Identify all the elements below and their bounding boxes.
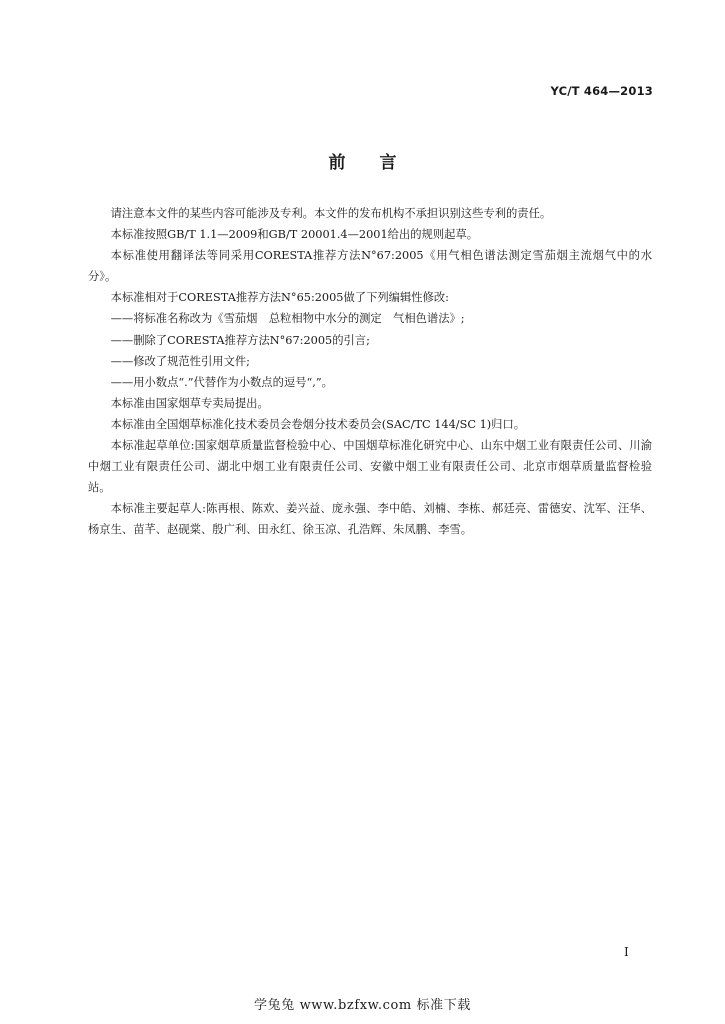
paragraph-drafters: 本标准主要起草人:陈再根、陈欢、姜兴益、庞永强、李中皓、刘楠、李栋、郝廷亮、雷德安、沈军、汪华、杨京生、苗芊、赵砚棠、殷广利、田永红、徐玉凉、孔浩辉、朱凤鹏、李雪。	[88, 502, 652, 537]
paragraph-drafting-units: 本标准起草单位:国家烟草质量监督检验中心、中国烟草标准化研究中心、山东中烟工业有限责任公司、川渝中烟工业有限责任公司、湖北中烟工业有限责任公司、安徽中烟工业有限责任公司、北京市烟草质量监督检验站。	[88, 439, 652, 495]
page-title: 前言	[328, 153, 431, 173]
list-item-rename: ——将标准名称改为《雪茄烟 总粒相物中水分的测定 气相色谱法》;	[110, 312, 465, 326]
paragraph-committee: 本标准由全国烟草标准化技术委员会卷烟分技术委员会(SAC/TC 144/SC 1)归口。	[110, 417, 526, 431]
list-item-decimal: ——用小数点“.”代替作为小数点的逗号“,”。	[110, 375, 333, 389]
page-number: I	[624, 945, 629, 959]
paragraph-adoption: 本标准使用翻译法等同采用CORESTA推荐方法N°67:2005《用气相色谱法测定雪茄烟主流烟气中的水分》。	[88, 249, 652, 284]
paragraph-proposer: 本标准由国家烟草专卖局提出。	[110, 396, 269, 410]
foreword-body	[88, 203, 652, 541]
list-item-remove-intro: ——删除了CORESTA推荐方法N°67:2005的引言;	[110, 333, 370, 347]
footer-watermark: 学兔兔 www.bzfxw.com 标准下载	[254, 998, 471, 1013]
list-item-references: ——修改了规范性引用文件;	[110, 354, 250, 368]
paragraph-drafting-rules: 本标准按照GB/T 1.1—2009和GB/T 20001.4—2001给出的规则起草。	[110, 228, 479, 242]
paragraph-editorial-changes: 本标准相对于CORESTA推荐方法N°65:2005做了下列编辑性修改:	[110, 291, 449, 305]
paragraph-patent-notice: 请注意本文件的某些内容可能涉及专利。本文件的发布机构不承担识别这些专利的责任。	[110, 207, 552, 220]
standard-code: YC/T 464—2013	[550, 84, 653, 98]
